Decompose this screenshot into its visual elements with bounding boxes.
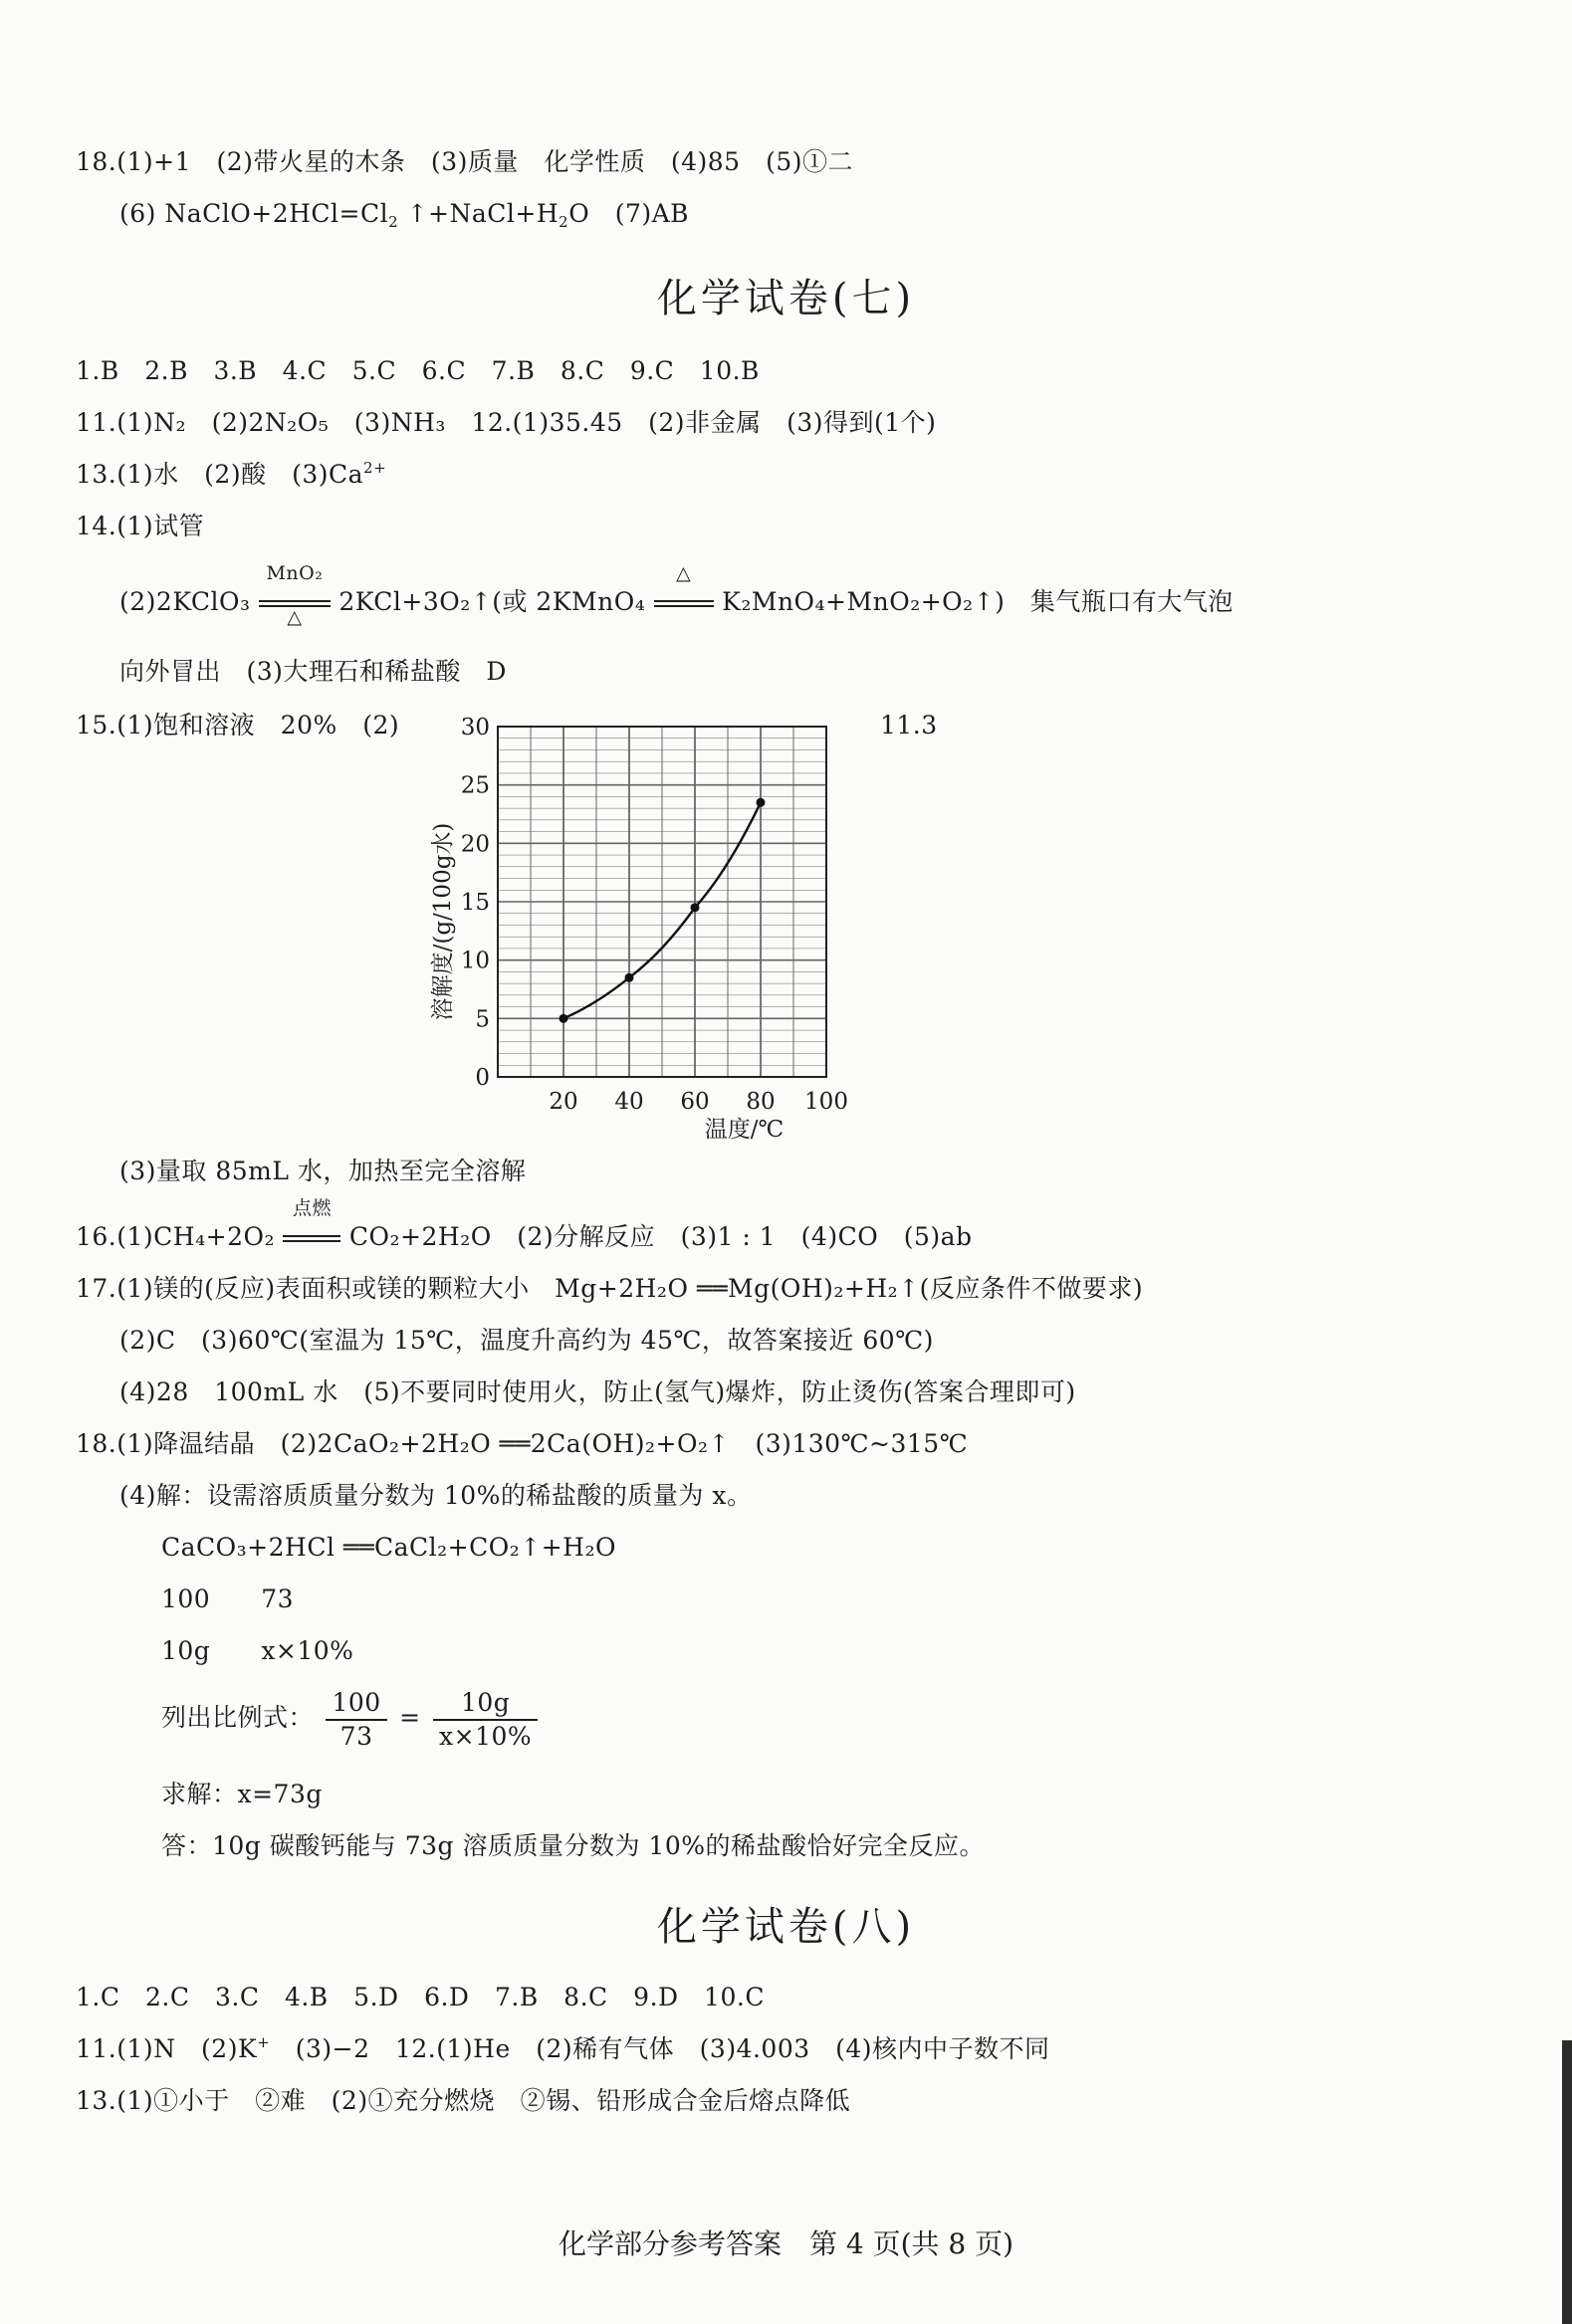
q16-cond-text: 点燃 <box>292 1197 332 1219</box>
data-point <box>691 903 700 912</box>
q15-line-1: 15.(1)饱和溶液 20% (2) <box>76 711 400 739</box>
fraction-right-den: x×10% <box>439 1721 533 1751</box>
q17-line-2: (2)C (3)60℃(室温为 15℃，温度升高约为 45℃，故答案接近 60℃) <box>119 1326 934 1355</box>
q11-8-pre: 11.(1)N (2)K <box>76 2034 258 2063</box>
q18-line-2 <box>119 197 689 231</box>
q17-line-1: 17.(1)镁的(反应)表面积或镁的颗粒大小 Mg+2H₂O ══Mg(OH)₂+H₂↑(反应条件不做要求) <box>76 1274 1144 1303</box>
fraction-right-num: 10g <box>433 1687 538 1721</box>
fraction-right <box>433 1687 538 1753</box>
q18b-pre: (6) NaClO+2HCl=Cl <box>119 199 389 228</box>
q14-catalyst: MnO₂ <box>266 562 324 584</box>
mc-answers-8: 1.C 2.C 3.C 4.B 5.D 6.D 7.B 8.C 9.D 10.C <box>76 1983 765 2011</box>
q14-end: K₂MnO₄+MnO₂+O₂↑) 集气瓶口有大气泡 <box>722 587 1234 616</box>
q11-12-answers: 11.(1)N₂ (2)2N₂O₅ (3)NH₃ 12.(1)35.45 (2)非金属 (3)得到(1个) <box>76 408 937 437</box>
q14-line-1: 14.(1)试管 <box>76 512 205 540</box>
q14-heat-2: △ <box>676 562 692 584</box>
q18b-post: ↑+NaCl+H <box>398 199 560 228</box>
q11-8-post: (3)−2 12.(1)He (2)稀有气体 (3)4.003 (4)核内中子数不同 <box>270 2034 1050 2063</box>
q16-answers <box>76 1197 973 1254</box>
q18b-sub1: 2 <box>388 213 399 231</box>
q18-7-mass-values: 10g x×10% <box>161 1636 354 1665</box>
q14-line-2 <box>119 562 1234 628</box>
fraction-left <box>326 1687 386 1753</box>
q14-mid: 2KCl+3O₂↑(或 2KMnO₄ <box>338 587 646 616</box>
section-title-8: 化学试卷(八) <box>656 1904 916 1950</box>
q18-7-mass-ratio: 100 73 <box>161 1585 295 1613</box>
q14-condition <box>259 562 331 628</box>
data-point <box>757 798 766 807</box>
y-tick-label: 10 <box>460 948 490 974</box>
scan-edge <box>1562 2040 1572 2324</box>
x-tick-label: 100 <box>804 1089 848 1115</box>
y-tick-label: 25 <box>460 772 490 799</box>
q11-8-sup: + <box>257 2033 271 2051</box>
q18b-end: O (7)AB <box>568 199 690 228</box>
x-tick-label: 20 <box>549 1089 578 1115</box>
q18-7-line-2: (4)解：设需溶质质量分数为 10%的稀盐酸的质量为 x。 <box>119 1481 753 1510</box>
equals-sign: = <box>399 1703 421 1732</box>
q15-answer-right: 11.3 <box>880 711 938 739</box>
q16-post: CO₂+2H₂O (2)分解反应 (3)1 : 1 (4)CO (5)ab <box>348 1222 973 1251</box>
y-tick-label: 0 <box>475 1065 490 1091</box>
y-axis-label: 溶解度/(g/100g水) <box>430 822 456 1021</box>
x-tick-label: 60 <box>680 1089 710 1115</box>
q18-line-1: 18.(1)+1 (2)带火星的木条 (3)质量 化学性质 (4)85 (5)①二 <box>76 147 853 176</box>
page-footer: 化学部分参考答案 第 4 页(共 8 页) <box>558 2227 1014 2260</box>
q14-reactant: (2)2KClO₃ <box>119 587 251 616</box>
x-tick-label: 40 <box>614 1089 644 1115</box>
q16-pre: 16.(1)CH₄+2O₂ <box>76 1222 275 1251</box>
data-point <box>560 1014 568 1023</box>
solubility-chart <box>428 709 866 1147</box>
q14-condition-2 <box>654 562 714 619</box>
y-tick-label: 30 <box>460 715 490 740</box>
data-point <box>625 973 634 982</box>
q13-answers-8: 13.(1)①小于 ②难 (2)①充分燃烧 ②锡、铅形成合金后熔点降低 <box>76 2086 851 2115</box>
x-tick-label: 80 <box>746 1089 776 1115</box>
q18-7-answer: 答：10g 碳酸钙能与 73g 溶质质量分数为 10%的稀盐酸恰好完全反应。 <box>161 1831 985 1860</box>
q18b-sub2: 2 <box>559 213 569 231</box>
q14-line-3: 向外冒出 (3)大理石和稀盐酸 D <box>119 657 507 686</box>
q15-line-3: (3)量取 85mL 水，加热至完全溶解 <box>119 1157 527 1185</box>
fraction-left-num: 100 <box>326 1687 386 1721</box>
q18-7-proportion <box>161 1686 542 1753</box>
q13-sup: 2+ <box>363 459 387 477</box>
fraction-left-den: 73 <box>339 1721 373 1751</box>
x-axis-label: 温度/℃ <box>704 1117 785 1143</box>
q14-heat: △ <box>287 606 303 628</box>
q16-condition <box>283 1197 340 1254</box>
y-tick-label: 5 <box>475 1006 490 1033</box>
section-title-7: 化学试卷(七) <box>656 276 916 321</box>
q18-7-equation: CaCO₃+2HCl ══CaCl₂+CO₂↑+H₂O <box>161 1533 616 1562</box>
q11-12-answers-8 <box>76 2032 1050 2066</box>
q13-answers <box>76 458 386 492</box>
q17-line-3: (4)28 100mL 水 (5)不要同时使用火，防止(氢气)爆炸，防止烫伤(答案合理即可) <box>119 1377 1076 1406</box>
y-tick-label: 20 <box>460 831 490 858</box>
y-tick-label: 15 <box>460 890 490 916</box>
mc-answers-7: 1.B 2.B 3.B 4.C 5.C 6.C 7.B 8.C 9.C 10.B <box>76 356 760 385</box>
q18-7-solution: 求解：x=73g <box>161 1780 323 1808</box>
q13-pre: 13.(1)水 (2)酸 (3)Ca <box>76 460 364 489</box>
q18-7-line-1: 18.(1)降温结晶 (2)2CaO₂+2H₂O ══2Ca(OH)₂+O₂↑ (3)130℃~315℃ <box>76 1429 969 1458</box>
proportion-label: 列出比例式： <box>161 1703 315 1732</box>
